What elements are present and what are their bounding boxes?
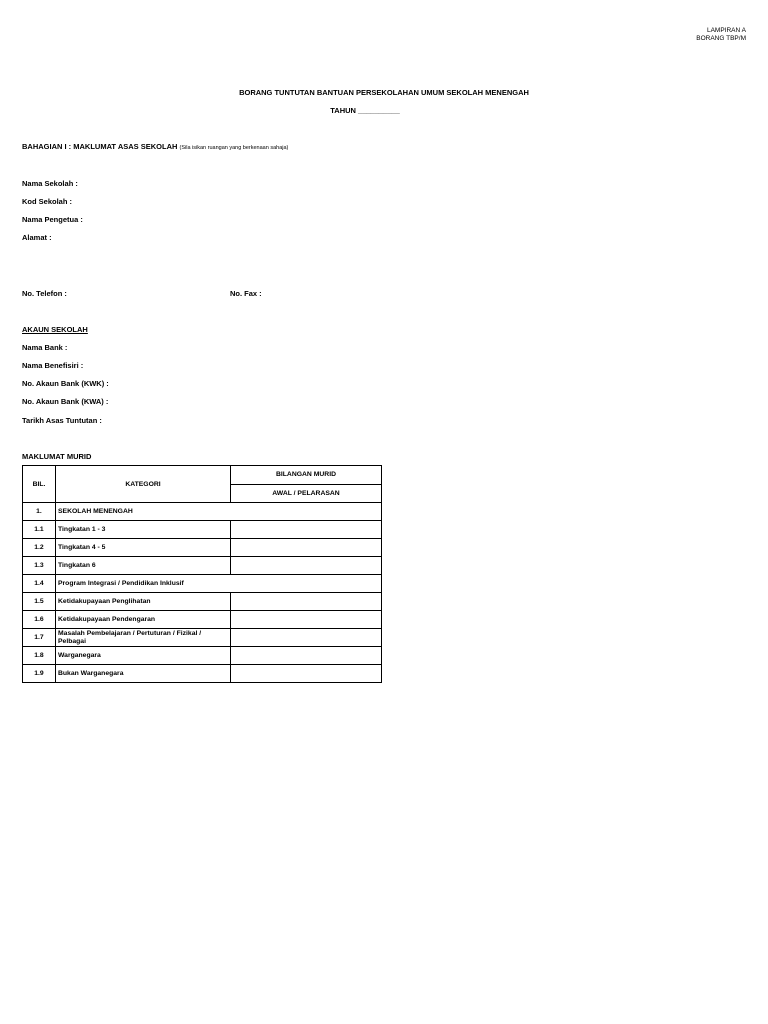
row-count-cell[interactable] [231, 539, 382, 557]
table-row [23, 539, 382, 557]
row-number: 1.2 [23, 539, 56, 557]
form-code [696, 27, 746, 43]
row-number: 1.6 [23, 611, 56, 629]
row-count-cell[interactable] [231, 593, 382, 611]
address-field: Alamat : [22, 233, 52, 242]
table-row [23, 593, 382, 611]
beneficiary-field: Nama Benefisiri : [22, 361, 84, 370]
row-category: Bukan Warganegara [56, 665, 231, 683]
principal-name-field: Nama Pengetua : [22, 215, 83, 224]
row-category: Ketidakupayaan Penglihatan [56, 593, 231, 611]
row-number: 1.5 [23, 593, 56, 611]
table-row [23, 575, 382, 593]
student-table [22, 465, 382, 683]
row-number: 1.4 [23, 575, 56, 593]
borang-code-label: BORANG TBP/M [696, 35, 746, 42]
row-category: Tingkatan 6 [56, 557, 231, 575]
header-bilangan-murid: BILANGAN MURID [231, 466, 382, 485]
table-row [23, 557, 382, 575]
row-number: 1.9 [23, 665, 56, 683]
page-title: BORANG TUNTUTAN BANTUAN PERSEKOLAHAN UMUM SEKOLAH MENENGAH [239, 88, 529, 97]
table-row [23, 647, 382, 665]
row-number: 1.8 [23, 647, 56, 665]
school-code-field: Kod Sekolah : [22, 197, 73, 206]
section-number: 1. [23, 503, 56, 521]
row-category: Masalah Pembelajaran / Pertuturan / Fizikal / Pelbagai [56, 629, 231, 647]
row-number: 1.3 [23, 557, 56, 575]
row-category: Tingkatan 4 - 5 [56, 539, 231, 557]
fax-field: No. Fax : [230, 289, 262, 298]
section-heading [22, 142, 288, 151]
row-count-cell[interactable] [231, 629, 382, 647]
row-number: 1.7 [23, 629, 56, 647]
section-note: (Sila isikan ruangan yang berkenaan sahaja) [179, 145, 289, 151]
account-kwk-field: No. Akaun Bank (KWK) : [22, 379, 109, 388]
row-count-cell[interactable] [231, 665, 382, 683]
header-kategori: KATEGORI [56, 466, 231, 503]
claim-date-field: Tarikh Asas Tuntutan : [22, 416, 102, 425]
table-row [23, 629, 382, 647]
table-row [23, 611, 382, 629]
row-count-cell[interactable] [231, 557, 382, 575]
table-row [23, 521, 382, 539]
section-title: BAHAGIAN I : MAKLUMAT ASAS SEKOLAH [22, 142, 178, 151]
row-count-cell[interactable] [231, 611, 382, 629]
table-row [23, 665, 382, 683]
row-category: Tingkatan 1 - 3 [56, 521, 231, 539]
header-bil: BIL. [23, 466, 56, 503]
student-info-heading: MAKLUMAT MURID [22, 452, 92, 461]
header-awal-pelarasan: AWAL / PELARASAN [231, 484, 382, 503]
row-category: Warganegara [56, 647, 231, 665]
row-category: Program Integrasi / Pendidikan Inklusif [56, 575, 382, 593]
row-number: 1.1 [23, 521, 56, 539]
year-field: TAHUN __________ [330, 106, 400, 115]
phone-field: No. Telefon : [22, 289, 67, 298]
school-account-heading: AKAUN SEKOLAH [22, 325, 88, 334]
row-category: Ketidakupayaan Pendengaran [56, 611, 231, 629]
row-count-cell[interactable] [231, 521, 382, 539]
row-count-cell[interactable] [231, 647, 382, 665]
account-kwa-field: No. Akaun Bank (KWA) : [22, 397, 109, 406]
section-label: SEKOLAH MENENGAH [56, 503, 382, 521]
school-name-field: Nama Sekolah : [22, 179, 78, 188]
bank-name-field: Nama Bank : [22, 343, 68, 352]
lampiran-label: LAMPIRAN A [706, 27, 746, 34]
